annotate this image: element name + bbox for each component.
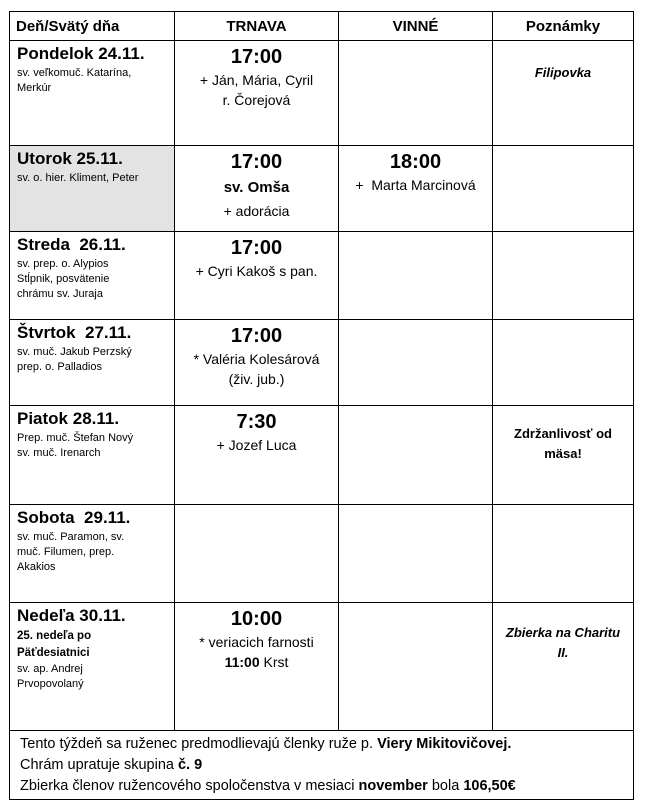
saint-line: sv. muč. Jakub Perzský [17,346,132,358]
mass-time: 10:00 [230,608,283,630]
table-row [10,603,634,731]
feast-line: 25. nedeľa po [17,630,92,642]
extra-service [175,652,338,672]
footer-text: Chrám upratuje skupina [20,757,174,773]
table-row [10,232,634,320]
footer-line-collection [20,776,627,797]
vinne-cell [339,603,493,731]
saint-line: prep. o. Palladios [17,361,102,373]
day-saints [17,530,170,575]
note-text: Zbierka na Charitu II. [505,625,621,660]
saint-line: Stĺpnik, posvätenie [17,273,110,285]
day-cell [10,320,175,406]
vinne-cell [339,232,493,320]
note-cell [493,320,634,406]
mass-time: 17:00 [230,46,283,68]
vinne-cell [339,406,493,505]
saint-line: Akakios [17,561,56,573]
intention-line: * veriacich farnosti [199,634,314,650]
table-row [10,41,634,146]
saint-line: Prep. muč. Štefan Nový [17,432,134,444]
footer-line-rosary [20,734,627,755]
note-text: Zdržanlivosť od mäsa! [514,426,612,461]
day-saints [17,171,170,186]
day-title: Piatok 28.11. [17,409,120,428]
day-cell [10,232,175,320]
day-title: Sobota 29.11. [17,508,131,527]
footer-bold: november [358,778,428,794]
day-title: Utorok 25.11. [17,149,123,168]
footer-line-cleaning [20,755,627,776]
footer-text: Zbierka členov ružencového spoločenstva v mesiaci [20,778,355,794]
intention-line: + Jozef Luca [216,437,297,453]
saint-line: chrámu sv. Juraja [17,288,103,300]
vinne-cell [339,505,493,603]
mass-time: 17:00 [230,151,283,173]
footer-cell [10,731,634,800]
saint-line: muč. Filumen, prep. [17,546,115,558]
footer-row [10,731,634,800]
trnava-cell [175,146,339,232]
saint-line: sv. ap. Andrej [17,663,83,675]
note-cell [493,146,634,232]
note-cell [493,603,634,731]
vinne-cell [339,320,493,406]
day-title: Pondelok 24.11. [17,44,145,63]
footer-bold: č. 9 [177,757,203,773]
saint-line: Prvopovolaný [17,678,84,690]
day-title: Nedeľa 30.11. [17,606,126,625]
table-row [10,146,634,232]
trnava-cell [175,603,339,731]
saint-line: sv. prep. o. Alypios [17,258,109,270]
mass-time: 7:30 [236,411,277,433]
note-cell [493,232,634,320]
day-title: Streda 26.11. [17,235,126,254]
header-day: Deň/Svätý dňa [10,12,175,41]
day-saints [17,431,170,461]
saint-line: Merkúr [17,82,52,94]
mass-time: 17:00 [230,325,283,347]
intention-line: + Ján, Mária, Cyril [199,72,314,88]
footer-bold: Viery Mikitovičovej. [377,736,512,752]
mass-time: 17:00 [230,237,283,259]
intention-line: (živ. jub.) [228,371,285,387]
note-cell [493,406,634,505]
day-feast [17,628,170,662]
table-row [10,505,634,603]
note-cell [493,41,634,146]
trnava-cell [175,320,339,406]
day-title: Štvrtok 27.11. [17,323,132,342]
day-cell [10,146,175,232]
day-cell [10,406,175,505]
saint-line: sv. muč. Paramon, sv. [17,531,125,543]
day-saints [17,345,170,375]
intention-line: r. Čorejová [222,92,291,108]
note-text: Filipovka [534,65,592,80]
footer-text: Tento týždeň sa ruženec predmodlievajú členky ruže p. [20,736,374,752]
intention-line: + Cyri Kakoš s pan. [195,263,318,279]
trnava-cell [175,232,339,320]
day-saints [17,66,170,96]
trnava-cell [175,406,339,505]
note-cell [493,505,634,603]
service-name: sv. Omša [223,179,290,196]
day-saints [17,662,170,692]
saint-line: sv. muč. Irenarch [17,447,101,459]
intention-line: + adorácia [223,203,290,219]
saint-line: sv. veľkomuč. Katarína, [17,67,132,79]
header-notes: Poznámky [493,12,634,41]
intention-line: + Marta Marcinová [355,177,476,193]
day-cell [10,505,175,603]
footer-bold: 106,50€ [463,778,516,794]
vinne-cell [339,146,493,232]
mass-time: 18:00 [389,151,442,173]
vinne-cell [339,41,493,146]
extra-time: 11:00 [224,654,260,670]
schedule-table [9,11,634,800]
day-cell [10,41,175,146]
extra-text: Krst [263,654,289,670]
feast-line: Päťdesiatnici [17,647,90,659]
trnava-cell [175,41,339,146]
header-trnava: TRNAVA [175,12,339,41]
day-saints [17,257,170,302]
footer-text: bola [431,778,460,794]
header-row [10,12,634,41]
table-row [10,320,634,406]
header-vinne: VINNÉ [339,12,493,41]
table-row [10,406,634,505]
saint-line: sv. o. hier. Kliment, Peter [17,172,139,184]
trnava-cell [175,505,339,603]
day-cell [10,603,175,731]
intention-line: * Valéria Kolesárová [193,351,320,367]
